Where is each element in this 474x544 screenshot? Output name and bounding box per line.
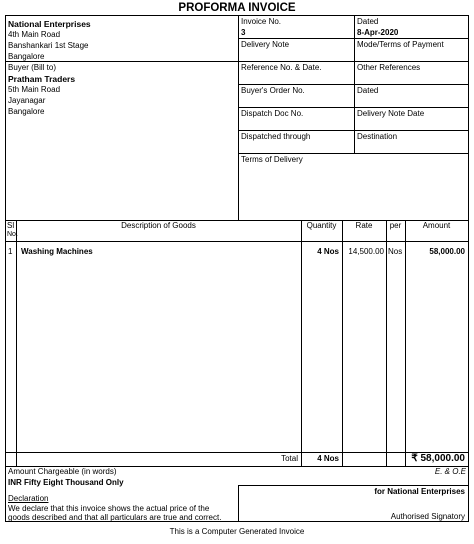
row-per: Nos	[388, 247, 403, 256]
declaration-line: goods described and that all particulars are true and correct.	[8, 513, 222, 522]
row-rate: 14,500.00	[348, 247, 384, 256]
reference-label: Reference No. & Date.	[241, 63, 322, 72]
mode-terms-label: Mode/Terms of Payment	[357, 40, 444, 49]
divider	[238, 84, 468, 85]
document-title: PROFORMA INVOICE	[178, 2, 296, 14]
row-amount: 58,000.00	[429, 247, 465, 256]
divider	[16, 220, 17, 466]
buyer-label: Buyer (Bill to)	[8, 63, 57, 72]
destination-label: Destination	[357, 132, 398, 141]
amount-in-words: INR Fifty Eight Thousand Only	[8, 478, 124, 487]
header-per: per	[389, 221, 402, 230]
divider	[238, 16, 239, 220]
other-references-label: Other References	[357, 63, 421, 72]
divider	[238, 107, 468, 108]
invoice-no-label: Invoice No.	[241, 17, 282, 26]
buyer-address-line: Jayanagar	[8, 96, 46, 105]
seller-address-line: Bangalore	[8, 52, 45, 61]
divider	[6, 452, 468, 453]
header-no: No.	[7, 231, 18, 238]
authorised-signatory: Authorised Signatory	[390, 512, 465, 521]
header-sl: Sl	[7, 221, 15, 230]
row-quantity: 4 Nos	[317, 247, 339, 256]
buyers-order-label: Buyer's Order No.	[241, 86, 305, 95]
divider	[354, 16, 355, 153]
header-quantity: Quantity	[306, 221, 337, 230]
seller-address-line: Banshankari 1st Stage	[8, 41, 89, 50]
invoice-frame	[5, 15, 469, 522]
divider	[386, 220, 387, 466]
header-amount: Amount	[422, 221, 451, 230]
buyer-address-line: 5th Main Road	[8, 85, 61, 94]
header-description: Description of Goods	[121, 221, 196, 230]
amount-words-label: Amount Chargeable (in words)	[8, 467, 117, 476]
delivery-note-label: Delivery Note	[241, 40, 290, 49]
dated-label: Dated	[357, 17, 379, 26]
dispatch-doc-label: Dispatch Doc No.	[241, 109, 304, 118]
dated-value: 8-Apr-2020	[357, 28, 399, 37]
divider	[238, 38, 468, 39]
invoice-no-value: 3	[241, 28, 246, 37]
buyer-address-line: Bangalore	[8, 107, 45, 116]
divider	[6, 241, 468, 242]
header-rate: Rate	[355, 221, 373, 230]
divider	[238, 485, 239, 521]
declaration-line: We declare that this invoice shows the actual price of the	[8, 504, 210, 513]
order-dated-label: Dated	[357, 86, 379, 95]
divider	[238, 130, 468, 131]
terms-of-delivery-label: Terms of Delivery	[241, 155, 303, 164]
declaration-title: Declaration	[8, 494, 49, 503]
seller-address-line: 4th Main Road	[8, 30, 61, 39]
row-description: Washing Machines	[21, 247, 93, 256]
delivery-note-date-label: Delivery Note Date	[357, 109, 425, 118]
computer-generated-note: This is a Computer Generated Invoice	[169, 527, 305, 536]
total-amount: ₹ 58,000.00	[411, 453, 465, 464]
row-sl: 1	[8, 247, 13, 256]
total-quantity: 4 Nos	[317, 454, 339, 463]
total-label: Total	[281, 454, 298, 463]
buyer-name: Pratham Traders	[8, 74, 76, 84]
eoe-note: E. & O.E	[434, 467, 466, 476]
divider	[238, 153, 468, 154]
for-company: for National Enterprises	[374, 487, 465, 496]
seller-name: National Enterprises	[8, 19, 91, 29]
dispatched-through-label: Dispatched through	[241, 132, 311, 141]
divider	[238, 485, 468, 486]
divider	[238, 61, 468, 62]
